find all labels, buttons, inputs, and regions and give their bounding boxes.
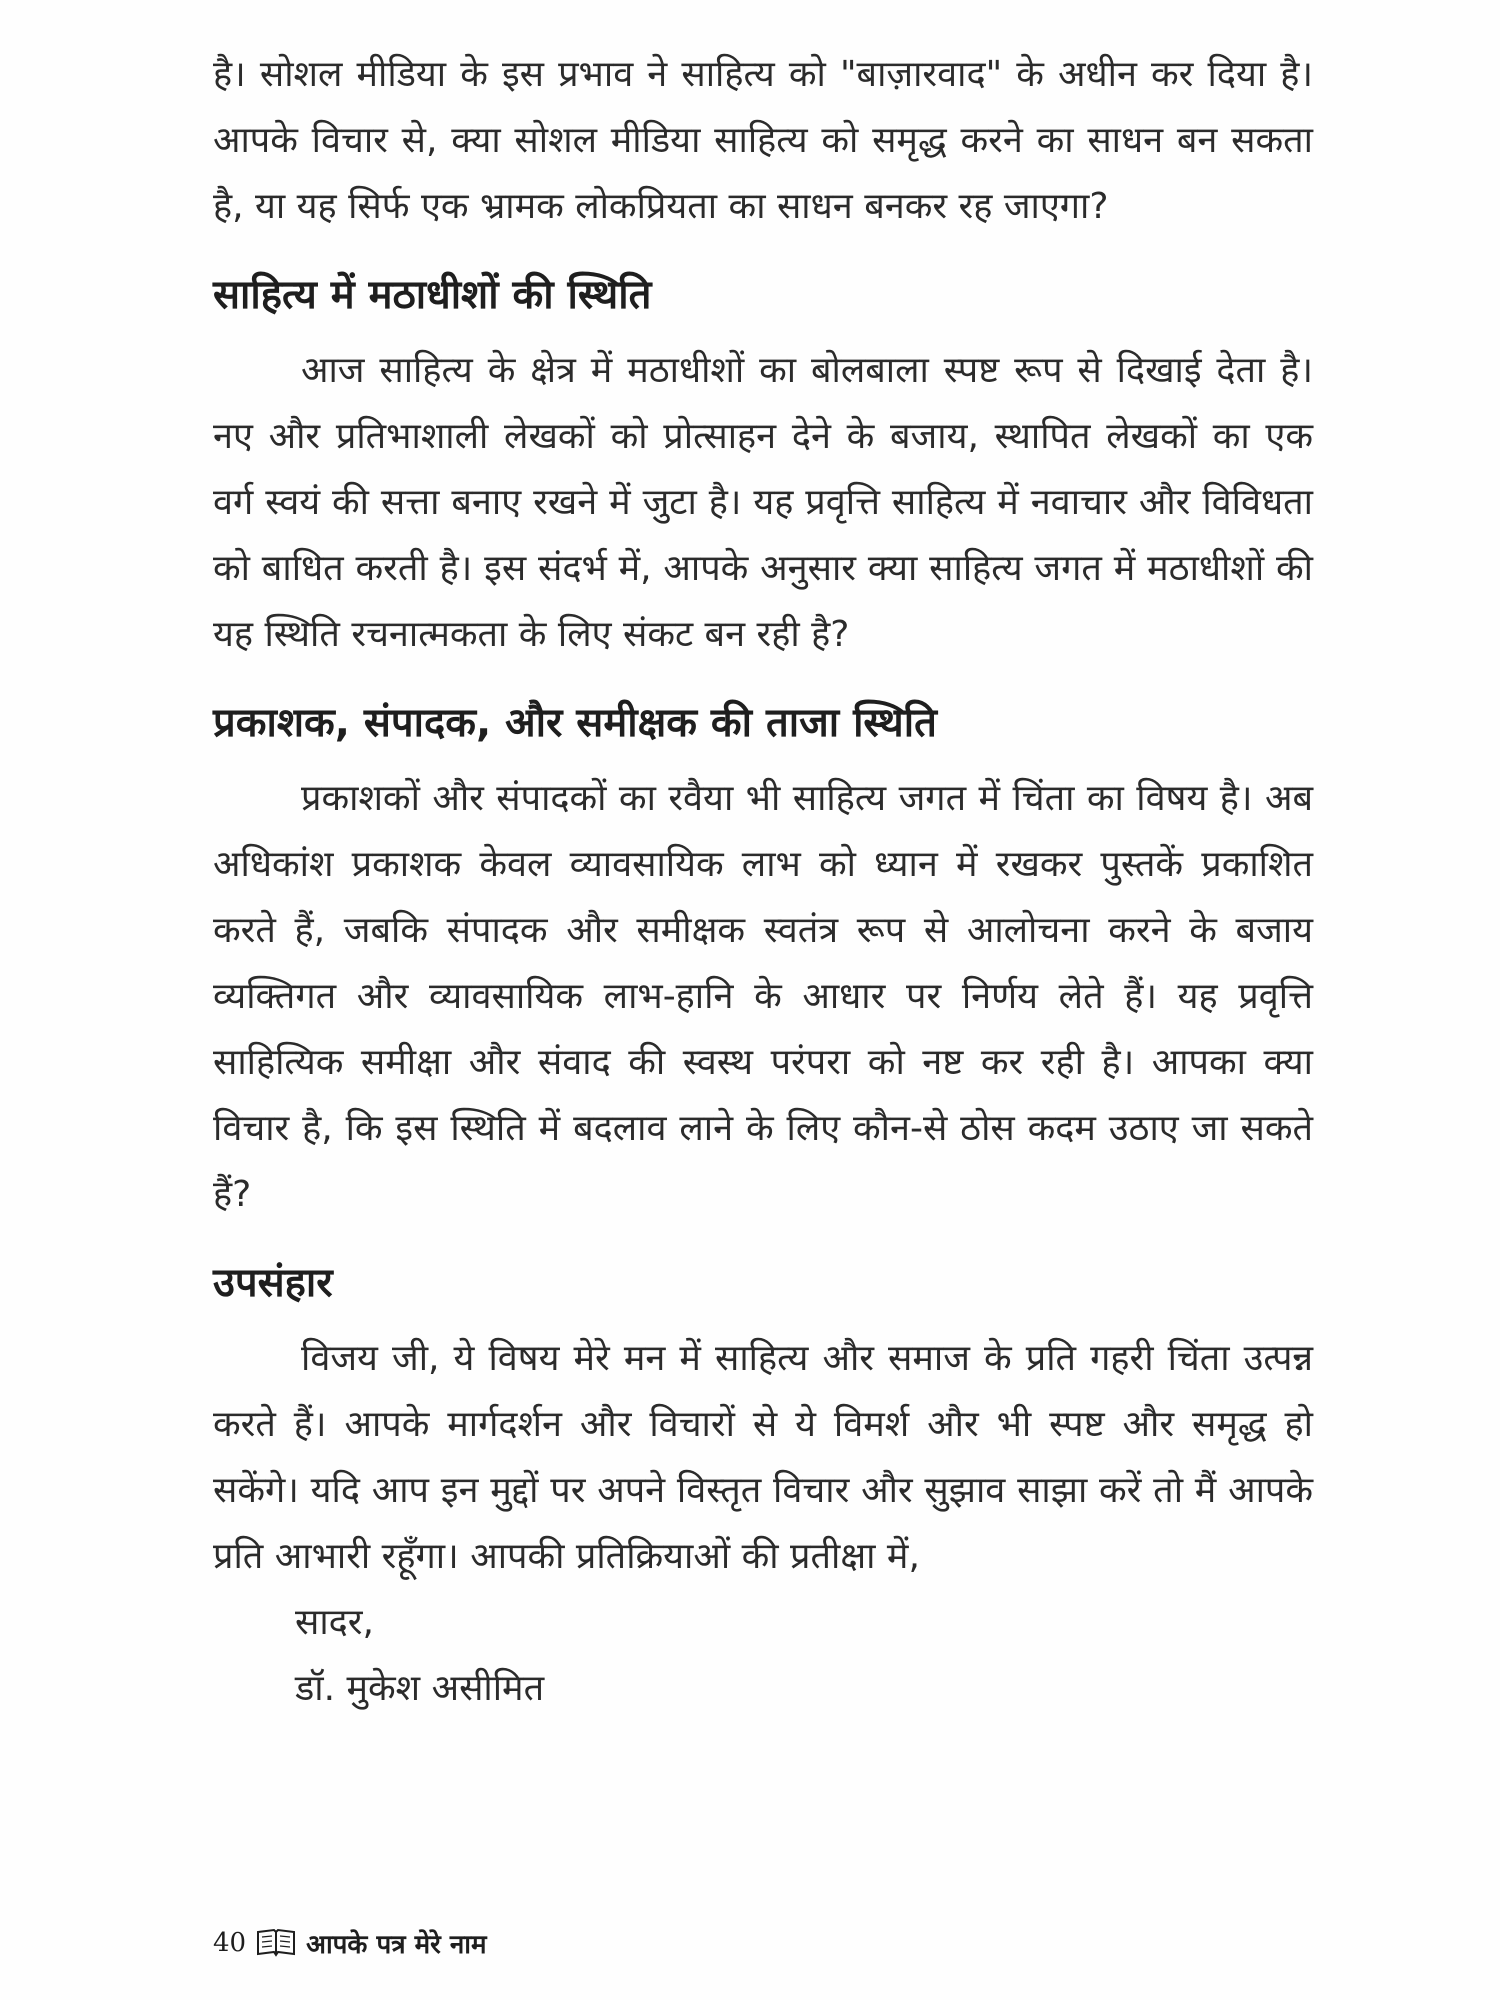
page-content (213, 42, 1313, 1722)
salutation: सादर, (295, 1602, 374, 1643)
page-footer (213, 1925, 487, 1961)
page-number: 40 (213, 1928, 247, 1958)
section-body-conclusion: विजय जी, ये विषय मेरे मन में साहित्य और समाज के प्रति गहरी चिंता उत्पन्न करते हैं। आपके मार्गदर्शन और विचारों से ये विमर्श और भी स्पष्ट और समृद्ध हो सकेंगे। यदि आप इन मुद्दों पर अपने विस्तृत विचार और सुझाव साझा करें तो मैं आपके प्रति आभारी रहूँगा। आपकी प्रतिक्रियाओं की प्रतीक्षा में, (213, 1338, 1313, 1577)
intro-paragraph: है। सोशल मीडिया के इस प्रभाव ने साहित्य को "बाज़ारवाद" के अधीन कर दिया है। आपके विचार से, क्या सोशल मीडिया साहित्य को समृद्ध करने का साधन बन सकता है, या यह सिर्फ एक भ्रामक लोकप्रियता का साधन बनकर रह जाएगा? (213, 54, 1313, 227)
open-book-icon (256, 1928, 296, 1958)
section-heading-mathadhish: साहित्य में मठाधीशों की स्थिति (213, 272, 652, 318)
book-title: आपके पत्र मेरे नाम (306, 1930, 487, 1960)
section-heading-conclusion: उपसंहार (213, 1260, 333, 1306)
section-body-mathadhish: आज साहित्य के क्षेत्र में मठाधीशों का बोलबाला स्पष्ट रूप से दिखाई देता है। नए और प्रतिभाशाली लेखकों को प्रोत्साहन देने के बजाय, स्थापित लेखकों का एक वर्ग स्वयं की सत्ता बनाए रखने में जुटा है। यह प्रवृत्ति साहित्य में नवाचार और विविधता को बाधित करती है। इस संदर्भ में, आपके अनुसार क्या साहित्य जगत में मठाधीशों की यह स्थिति रचनात्मकता के लिए संकट बन रही है? (213, 350, 1313, 655)
section-body-publishers: प्रकाशकों और संपादकों का रवैया भी साहित्य जगत में चिंता का विषय है। अब अधिकांश प्रकाशक केवल व्यावसायिक लाभ को ध्यान में रखकर पुस्तकें प्रकाशित करते हैं, जबकि संपादक और समीक्षक स्वतंत्र रूप से आलोचना करने के बजाय व्यक्तिगत और व्यावसायिक लाभ-हानि के आधार पर निर्णय लेते हैं। यह प्रवृत्ति साहित्यिक समीक्षा और संवाद की स्वस्थ परंपरा को नष्ट कर रही है। आपका क्या विचार है, कि इस स्थिति में बदलाव लाने के लिए कौन-से ठोस कदम उठाए जा सकते हैं? (213, 778, 1313, 1215)
signature: डॉ. मुकेश असीमित (295, 1668, 545, 1709)
section-heading-publishers: प्रकाशक, संपादक, और समीक्षक की ताजा स्थिति (213, 700, 937, 746)
